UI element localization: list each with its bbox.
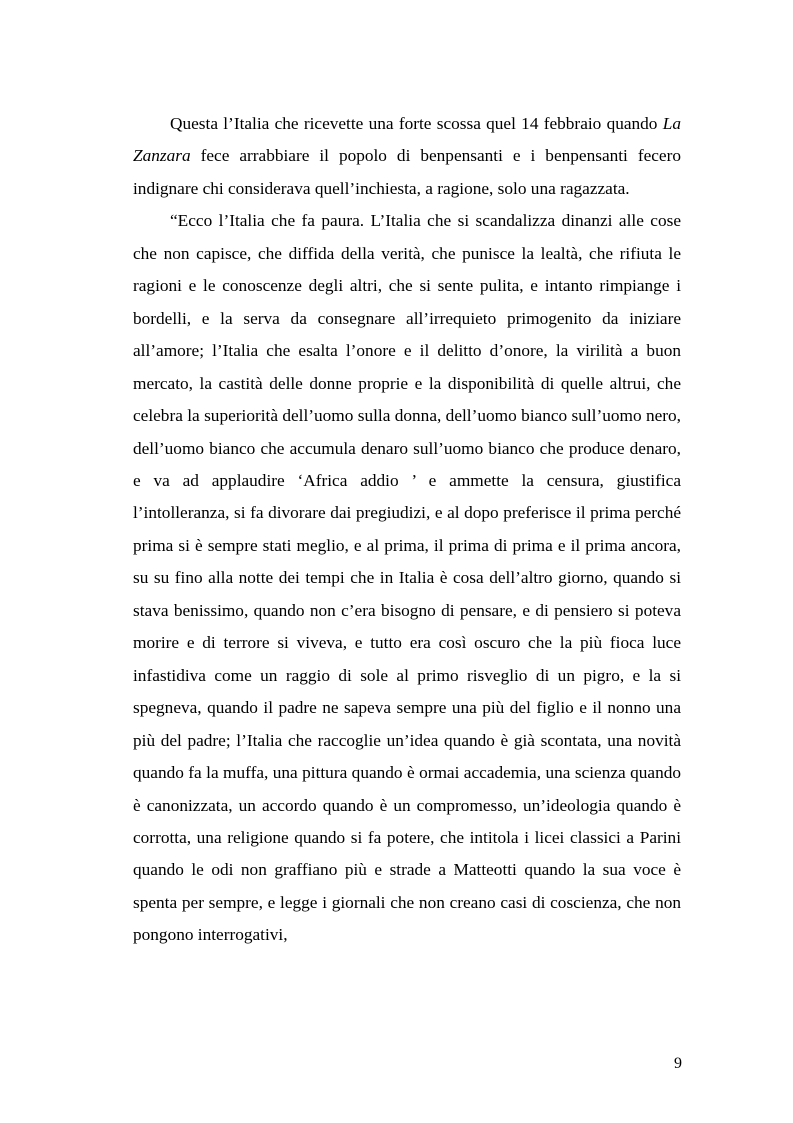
- paragraph-1: [133, 108, 681, 205]
- paragraph-2-quotation: “Ecco l’Italia che fa paura. L’Italia che si scandalizza dinanzi alle cose che non capisce, che diffida della verità, che punisce la lealtà, che rifiuta le ragioni e le conoscenze degli altri, che si sente pulita, e intanto rimpiange i bordelli, e la serva da consegnare all’irrequieto primogenito da iniziare all’amore; l’Italia che esalta l’onore e il delitto d’onore, la virilità a buon mercato, la castità delle donne proprie e la disponibilità di quelle altrui, che celebra la superiorità dell’uomo sulla donna, dell’uomo bianco sull’uomo nero, dell’uomo bianco che accumula denaro sull’uomo bianco che produce denaro, e va ad applaudire ‘Africa addio ’ e ammette la censura, giustifica l’intolleranza, si fa divorare dai pregiudizi, e al dopo preferisce il prima perché prima si è sempre stati meglio, e al prima, il prima di prima e il prima ancora, su su fino alla notte dei tempi che in Italia è cosa dell’altro giorno, quando si stava benissimo, quando non c’era bisogno di pensare, e di pensiero si poteva morire e di terrore si viveva, e tutto era così oscuro che la più fioca luce infastidiva come un raggio di sole al primo risveglio di un pigro, e la si spegneva, quando il padre ne sapeva sempre una più del figlio e il nonno una più del padre; l’Italia che raccoglie un’idea quando è già scontata, una novità quando fa la muffa, una pittura quando è ormai accademia, una scienza quando è canonizzata, un accordo quando è un compromesso, un’ideologia quando è corrotta, una religione quando si fa potere, che intitola i licei classici a Parini quando le odi non graffiano più e strade a Matteotti quando la sua voce è spenta per sempre, e legge i giornali che non creano casi di coscienza, che non pongono interrogativi,: [133, 211, 681, 945]
- paragraph-1-text-end: fece arrabbiare il popolo di benpensanti e i benpensanti fecero indignare chi considerava quell’inchiesta, a ragione, solo una ragazzata.: [133, 146, 681, 198]
- body-text: [133, 108, 681, 952]
- newspaper-title-la-zanzara: La Zanzara: [133, 114, 681, 166]
- page-number: 9: [674, 1055, 682, 1072]
- paragraph-1-text-start: Questa l’Italia che ricevette una forte scossa quel 14 febbraio quando: [170, 114, 663, 133]
